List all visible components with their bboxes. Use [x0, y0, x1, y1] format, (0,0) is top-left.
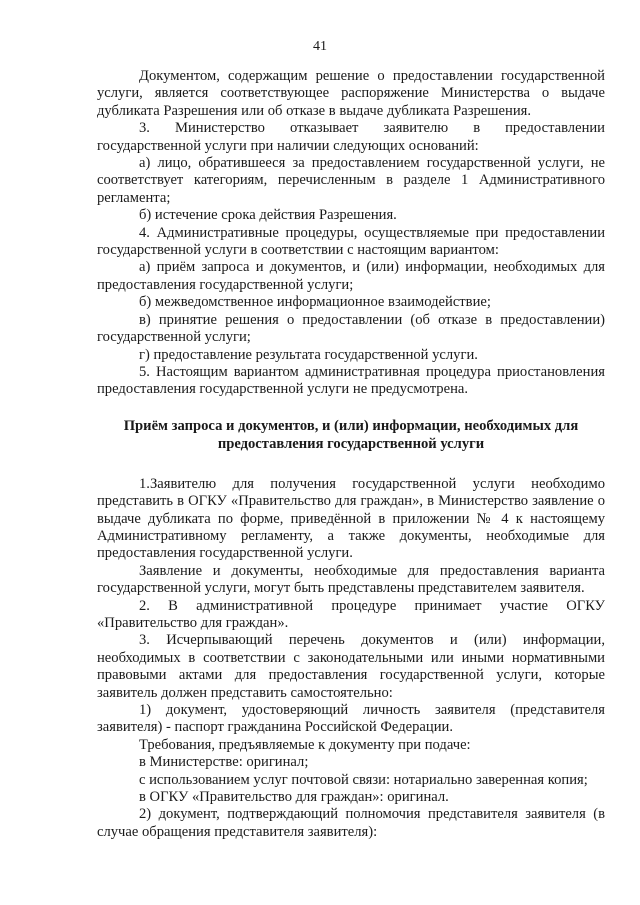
paragraph: Документом, содержащим решение о предоставлении государственной услуги, является соответствующее распоряжение Министерства о выдаче дубликата Разрешения или об отказе в выдаче дубликата Разрешения. [97, 68, 605, 119]
list-item: в) принятие решения о предоставлении (об отказе в предоставлении) государственной услуги; [97, 311, 605, 346]
paragraph: 1.Заявителю для получения государственной услуги необходимо представить в ОГКУ «Правительство для граждан», в Министерство заявление о выдаче дубликата по форме, приведённой в приложении № 4 к настоящему Административному регламенту, а также документы, необходимые для предоставления государственной услуги. [97, 475, 605, 562]
paragraph: 4. Административные процедуры, осуществляемые при предоставлении государственной услуги в соответствии с настоящим вариантом: [97, 224, 605, 259]
paragraph: 3. Исчерпывающий перечень документов и (или) информации, необходимых в соответствии с законодательными или иными нормативными правовыми актами для предоставления государственной услуги, которые заявитель должен представить самостоятельно: [97, 632, 605, 701]
list-item: б) межведомственное информационное взаимодействие; [139, 294, 491, 311]
list-item: б) истечение срока действия Разрешения. [139, 207, 397, 224]
list-item: а) лицо, обратившееся за предоставлением государственной услуги, не соответствует категориям, перечисленным в разделе 1 Административного регламента; [97, 155, 605, 206]
list-item: в Министерстве: оригинал; [139, 754, 309, 771]
page-number: 41 [313, 39, 327, 54]
paragraph: Заявление и документы, необходимые для предоставления варианта государственной услуги, могут быть представлены представителем заявителя. [97, 562, 605, 597]
section-heading: Приём запроса и документов, и (или) информации, необходимых для предоставления государственной услуги [123, 417, 579, 452]
paragraph: 2. В административной процедуре принимает участие ОГКУ «Правительство для граждан». [97, 597, 605, 631]
paragraph: Требования, предъявляемые к документу при подаче: [139, 736, 471, 753]
list-item: с использованием услуг почтовой связи: нотариально заверенная копия; [139, 771, 588, 788]
paragraph: 5. Настоящим вариантом административная процедура приостановления предоставления государственной услуги не предусмотрена. [97, 363, 605, 398]
heading-spacer [97, 453, 605, 476]
page-content [97, 68, 605, 841]
list-item: г) предоставление результата государственной услуги. [139, 346, 478, 363]
list-item: 2) документ, подтверждающий полномочия представителя заявителя (в случае обращения представителя заявителя): [97, 806, 605, 840]
list-item: а) приём запроса и документов, и (или) информации, необходимых для предоставления государственной услуги; [97, 259, 605, 293]
paragraph: 3. Министерство отказывает заявителю в предоставлении государственной услуги при наличии следующих оснований: [97, 120, 605, 154]
list-item: в ОГКУ «Правительство для граждан»: оригинал. [139, 789, 449, 806]
list-item: 1) документ, удостоверяющий личность заявителя (представителя заявителя) - паспорт гражданина Российской Федерации. [97, 702, 605, 736]
